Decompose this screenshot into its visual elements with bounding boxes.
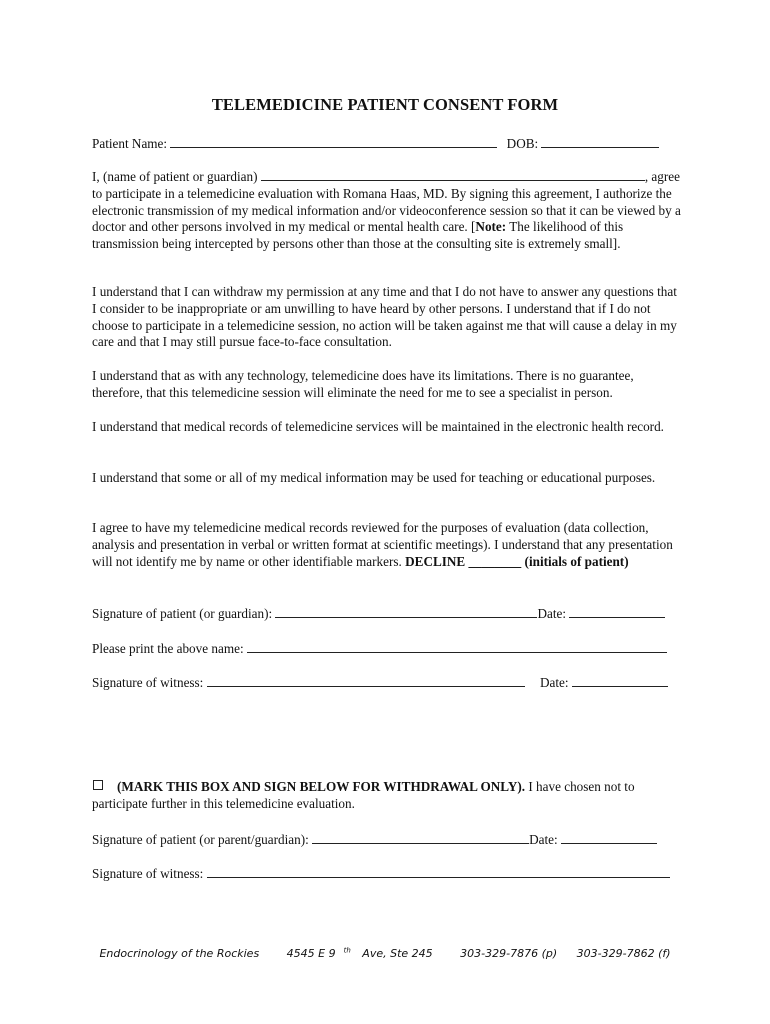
withdrawal-witness-label: Signature of witness: <box>92 866 204 881</box>
withdrawal-checkbox[interactable] <box>93 780 103 790</box>
review-text: I agree to have my telemedicine medical records reviewed for the purposes of evaluation (data collection, analysis and presentation in verbal or written format at scientific meetings). I understand that any presentation will not identify me by name or other identifiable markers. <box>92 520 673 569</box>
print-name-field[interactable] <box>247 640 667 653</box>
technology-paragraph <box>92 368 682 402</box>
patient-signature-label: Signature of patient (or guardian): <box>92 606 273 621</box>
footer-fax: 303-329-7862 (f) <box>576 946 671 960</box>
intro-paragraph: I, (name of patient or guardian) , agree to participate in a telemedicine evaluation with Romana Haas, MD. By signing this agreement, I authorize the electronic transmission of my medical information and/or videoconference session so that it can be viewed by a doctor and other persons involved in my medical or mental health care. [Note: The likelihood of this transmission being intercepted by persons other than those at the consulting site is extremely small]. <box>92 169 681 252</box>
withdrawal-patient-signature-field[interactable] <box>312 831 529 844</box>
witness-signature-field[interactable] <box>207 674 525 687</box>
footer-org: Endocrinology of the Rockies <box>99 946 260 960</box>
note-text: The likelihood of this transmission being intercepted by persons other than those at the consulting site is extremely small]. <box>92 219 624 252</box>
witness-signature-label: Signature of witness: <box>92 675 204 690</box>
witness-date-label: Date: <box>539 675 569 690</box>
withdraw-text: I understand that I can withdraw my permission at any time and that I do not have to answer any questions that I consider to be inappropriate or am unwilling to have heard by other persons. I understand that if I do not choose to participate in a telemedicine session, no action will be taken against me that will cause a delay in my care and that I may still pursue face-to-face consultation. <box>92 284 677 350</box>
patient-name-field[interactable] <box>170 135 497 148</box>
review-paragraph <box>92 520 682 570</box>
dob-label: DOB: <box>506 136 539 151</box>
withdrawal-witness-field[interactable] <box>207 865 670 878</box>
footer-phone: 303-329-7876 (p) <box>460 946 558 960</box>
records-text: I understand that medical records of telemedicine services will be maintained in the electronic health record. <box>92 419 664 434</box>
withdraw-paragraph <box>92 284 682 351</box>
teaching-text: I understand that some or all of my medical information may be used for teaching or educational purposes. <box>92 470 656 485</box>
teaching-paragraph <box>92 470 682 487</box>
records-paragraph <box>92 419 682 436</box>
decline-initials: DECLINE ________ (initials of patient) <box>405 553 629 569</box>
patient-name-label: Patient Name: <box>92 136 168 151</box>
intro-body: agree to participate in a telemedicine evaluation with Romana Haas, MD. By signing this agreement, I authorize the electronic transmission of my medical information and/or videoconference session so that it can be viewed by a doctor and other persons involved in my medical or mental health care. [ <box>92 169 681 235</box>
footer <box>0 946 770 960</box>
patient-info-line <box>92 135 659 152</box>
withdrawal-text: I have chosen not to participate further in this telemedicine evaluation. <box>92 779 635 811</box>
patient-signature-line <box>92 605 665 622</box>
withdrawal-paragraph <box>92 779 682 813</box>
withdrawal-date-label: Date: <box>529 832 558 847</box>
guardian-name-prefix: I, (name of patient or guardian) <box>92 169 258 184</box>
print-name-line <box>92 640 667 657</box>
patient-signature-field[interactable] <box>275 605 537 618</box>
patient-date-field[interactable] <box>569 605 665 618</box>
print-name-label: Please print the above name: <box>92 641 244 656</box>
guardian-name-field[interactable] <box>261 168 645 181</box>
withdrawal-witness-line <box>92 865 670 882</box>
witness-date-field[interactable] <box>572 674 668 687</box>
withdrawal-patient-signature-line <box>92 831 657 848</box>
witness-signature-line <box>92 674 668 691</box>
withdrawal-date-field[interactable] <box>561 831 657 844</box>
withdrawal-instruction: (MARK THIS BOX AND SIGN BELOW FOR WITHDRAWAL ONLY). <box>117 779 526 794</box>
technology-text: I understand that as with any technology, telemedicine does have its limitations. There is no guarantee, therefore, that this telemedicine session will eliminate the need for me to see a specialist in person. <box>92 368 634 400</box>
dob-field[interactable] <box>541 135 659 148</box>
note-label: Note: <box>475 219 507 235</box>
patient-date-label: Date: <box>537 606 567 621</box>
footer-address: 4545 E 9 $^{th}$ Ave, Ste 245 <box>286 946 433 960</box>
form-title: TELEMEDICINE PATIENT CONSENT FORM <box>211 95 559 114</box>
withdrawal-patient-signature-label: Signature of patient (or parent/guardian): <box>92 832 309 847</box>
